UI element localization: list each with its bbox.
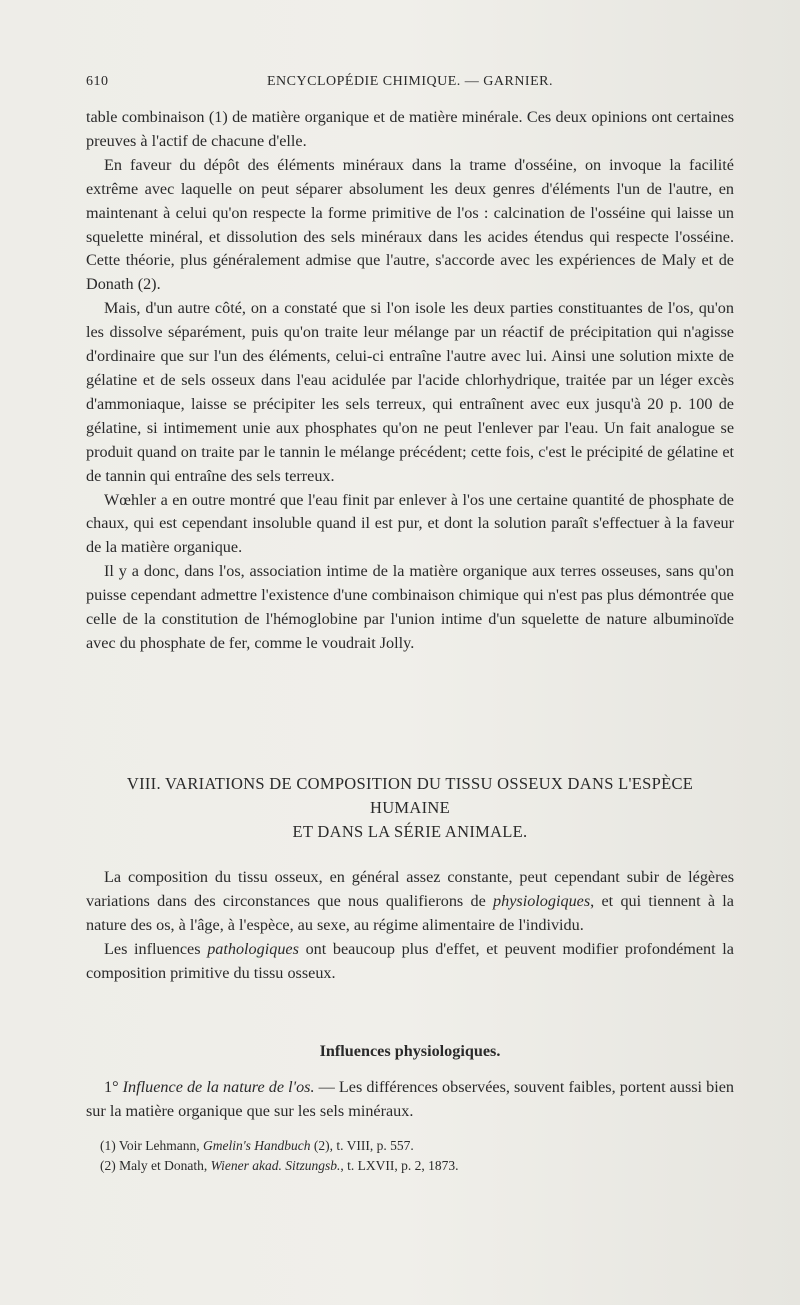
- paragraph: Wœhler a en outre montré que l'eau finit par enlever à l'os une certaine quantité de phosphate de chaux, qui est cependant insoluble quand il est pur, et dont la solution paraît s'effectuer à la faveur de la matière organique.: [86, 490, 734, 557]
- text-run: , t. LXVII, p. 2, 1873.: [340, 1158, 459, 1173]
- text-run: La composition du tissu osseux, en général assez constante, peut cependant subir de légères variations dans des circonstances que nous qualifierons de: [86, 868, 734, 910]
- section-heading-line: VIII. VARIATIONS DE COMPOSITION DU TISSU OSSEUX DANS L'ESPÈCE HUMAINE: [126, 774, 694, 817]
- footnote: [100, 1156, 734, 1176]
- paragraph: En faveur du dépôt des éléments minéraux dans la trame d'osséine, on invoque la facilité extrême avec laquelle on peut séparer absolument les deux genres d'éléments l'un de l'autre, en maintenant à celui qu'on respecte la forme primitive de l'os : calcination de l'osséine qui laisse un squelette minéral, et dissolution des sels minéraux dans les acides étendus qui respecte l'osséine. Cette théorie, plus généralement admise que l'autre, s'accorde avec les expériences de Maly et de Donath (2).: [86, 155, 734, 294]
- text-run: (1) Voir Lehmann,: [100, 1138, 203, 1153]
- section-heading-line: ET DANS LA SÉRIE ANIMALE.: [292, 822, 528, 841]
- footnotes: [100, 1136, 734, 1176]
- body-text: [86, 106, 734, 656]
- italic-run: physiologiques: [493, 891, 591, 910]
- italic-run: Gmelin's Handbuch: [202, 1138, 311, 1153]
- text-run: (2), t. VIII, p. 557.: [310, 1138, 414, 1153]
- section-body: [86, 866, 734, 986]
- subheading: Influences physiologiques.: [319, 1042, 501, 1060]
- italic-run: Influence de la nature de l'os.: [122, 1078, 315, 1096]
- text-run: — Les différences observées, souvent faibles, portent aussi bien sur la matière organique que sur les sels minéraux.: [86, 1078, 734, 1120]
- paragraph: [86, 866, 734, 938]
- page-number: 610: [86, 74, 109, 89]
- paragraph: [86, 1076, 734, 1124]
- paragraph: [86, 938, 734, 986]
- section-heading: [86, 772, 734, 844]
- italic-run: Wiener akad. Sitzungsb.: [210, 1158, 341, 1173]
- footnote: [100, 1136, 734, 1156]
- text-run: ont beaucoup plus d'effet, et peuvent modifier profondément la composition primitive du tissu osseux.: [86, 939, 734, 982]
- text-run: Les influences: [104, 939, 208, 958]
- text-run: 1°: [104, 1078, 123, 1096]
- paragraph: Mais, d'un autre côté, on a constaté que si l'on isole les deux parties constituantes de l'os, qu'on les dissolve séparément, puis qu'on traite leur mélange par un réactif de précipitation qui n'agisse d'ordinaire que sur l'un des éléments, celui-ci entraîne l'autre avec lui. Ainsi une solution mixte de gélatine et de sels osseux dans l'eau acidulée par l'acide chlorhydrique, traitée par un léger excès d'ammoniaque, laisse se précipiter les sels terreux, qui entraînent avec eux jusqu'à 20 p. 100 de gélatine, si intimement unie aux phosphates qu'on ne peut l'enlever par l'eau. Un fait analogue se produit quand on traite par le tannin le mélange précédent; cette fois, c'est le précipité de gélatine et de tannin qui entraîne des sels terreux.: [86, 299, 734, 485]
- text-run: , et qui tiennent à la nature des os, à l'âge, à l'espèce, au sexe, au régime alimentaire de l'individu.: [86, 891, 734, 934]
- italic-run: pathologiques: [207, 939, 299, 958]
- paragraph: Il y a donc, dans l'os, association intime de la matière organique aux terres osseuses, sans qu'on puisse cependant admettre l'existence d'une combinaison chimique qui n'est pas plus démontrée que celle de la constitution de l'hémoglobine par l'union intime d'un squelette de nature albuminoïde avec du phosphate de fer, comme le voudrait Jolly.: [86, 562, 734, 652]
- subsection-body: [86, 1076, 734, 1124]
- text-run: (2) Maly et Donath,: [100, 1158, 211, 1173]
- paragraph: table combinaison (1) de matière organique et de matière minérale. Ces deux opinions ont certaines preuves à l'actif de chacune d'elle.: [86, 108, 734, 150]
- running-title: ENCYCLOPÉDIE CHIMIQUE. — GARNIER.: [267, 74, 553, 89]
